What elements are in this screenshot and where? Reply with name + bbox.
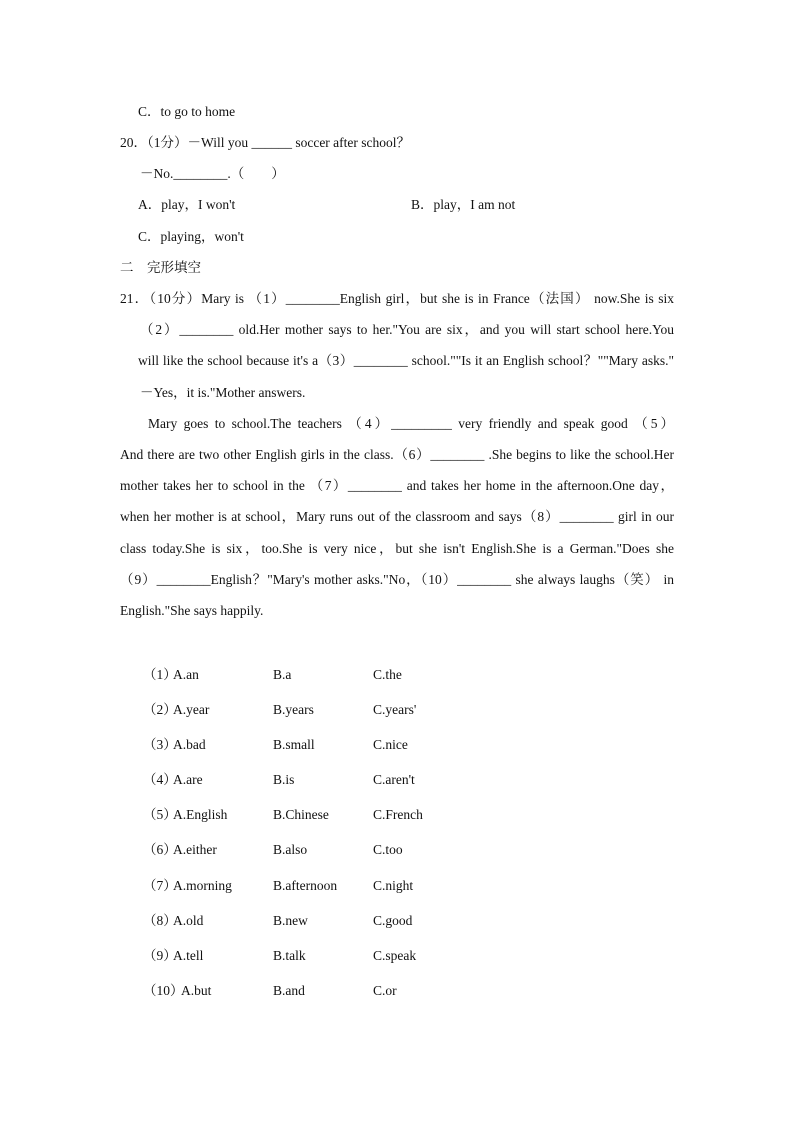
option-number: （3） xyxy=(143,737,177,752)
q20-answer-line: －No.________.（ ） xyxy=(140,166,285,181)
q20-option-c: C．playing，won't xyxy=(138,229,244,244)
option-number: （5） xyxy=(143,807,177,822)
passage-line: mother takes her to school in the （7）________ and takes her home in the afternoon.One day， xyxy=(120,478,674,493)
option-a: A.year xyxy=(173,702,210,717)
option-a: A.bad xyxy=(173,737,206,752)
passage-line: （9）________English？"Mary's mother asks."No，（10）________ she always laughs（笑） in xyxy=(120,572,674,587)
option-c: C.the xyxy=(373,667,402,682)
option-b: B.talk xyxy=(273,948,306,963)
option-c: C.too xyxy=(373,842,403,857)
option-a: A.are xyxy=(173,772,203,787)
option-c: C.or xyxy=(373,983,397,998)
passage-line: －Yes，it is."Mother answers. xyxy=(140,385,306,400)
q20-option-a: A．play，I won't xyxy=(138,197,236,212)
option-b: B.small xyxy=(273,737,315,752)
passage-line: class today.She is six，too.She is very nice，but she isn't English.She is a German."Does she xyxy=(120,541,674,556)
option-number: （10） xyxy=(143,983,184,998)
option-a: A.either xyxy=(173,842,217,857)
option-c: C.French xyxy=(373,807,423,822)
option-a: A.an xyxy=(173,667,199,682)
option-number: （6） xyxy=(143,842,177,857)
option-b: B.also xyxy=(273,842,308,857)
passage-line: （2）________ old.Her mother says to her."You are six，and you will start school here.You xyxy=(140,322,674,337)
option-c: C.night xyxy=(373,878,414,893)
option-b: B.new xyxy=(273,913,308,928)
option-c: C.speak xyxy=(373,948,417,963)
option-b: B.a xyxy=(273,667,292,682)
passage-line: when her mother is at school，Mary runs out of the classroom and says（8）________ girl in our xyxy=(120,509,674,524)
q20-stem: 20．（1分）－Will you ______ soccer after school？ xyxy=(120,135,411,150)
passage-line: Mary goes to school.The teachers （4）_________ very friendly and speak good （5） xyxy=(148,416,674,431)
option-number: （1） xyxy=(143,667,177,682)
option-a: A.English xyxy=(173,807,228,822)
option-a: A.tell xyxy=(173,948,204,963)
option-b: B.afternoon xyxy=(273,878,338,893)
option-c: C.nice xyxy=(373,737,408,752)
q20-option-b: B．play，I am not xyxy=(411,197,516,212)
option-b: B.Chinese xyxy=(273,807,329,822)
option-b: B.is xyxy=(273,772,295,787)
option-a: A.but xyxy=(181,983,212,998)
passage-line: will like the school because it's a（3）________ school.""Is it an English school？""Mary asks." xyxy=(138,353,674,368)
option-c: C.good xyxy=(373,913,413,928)
option-a: A.morning xyxy=(173,878,232,893)
option-number: （4） xyxy=(143,772,177,787)
option-number: （9） xyxy=(143,948,177,963)
option-number: （2） xyxy=(143,702,177,717)
option-a: A.old xyxy=(173,913,204,928)
option-number: （8） xyxy=(143,913,177,928)
passage-line: And there are two other English girls in the class.（6）________ .She begins to like the school.Her xyxy=(120,447,674,462)
option-number: （7） xyxy=(143,878,177,893)
q19-option-c: C．to go to home xyxy=(138,104,236,119)
option-b: B.and xyxy=(273,983,305,998)
passage-line: 21．（10分）Mary is （1）________English girl，but she is in France（法国） now.She is six xyxy=(120,291,674,306)
passage-line: English."She says happily. xyxy=(120,603,264,618)
option-b: B.years xyxy=(273,702,314,717)
option-c: C.years' xyxy=(373,702,417,717)
section-title: 二 完形填空 xyxy=(120,260,201,275)
option-c: C.aren't xyxy=(373,772,415,787)
